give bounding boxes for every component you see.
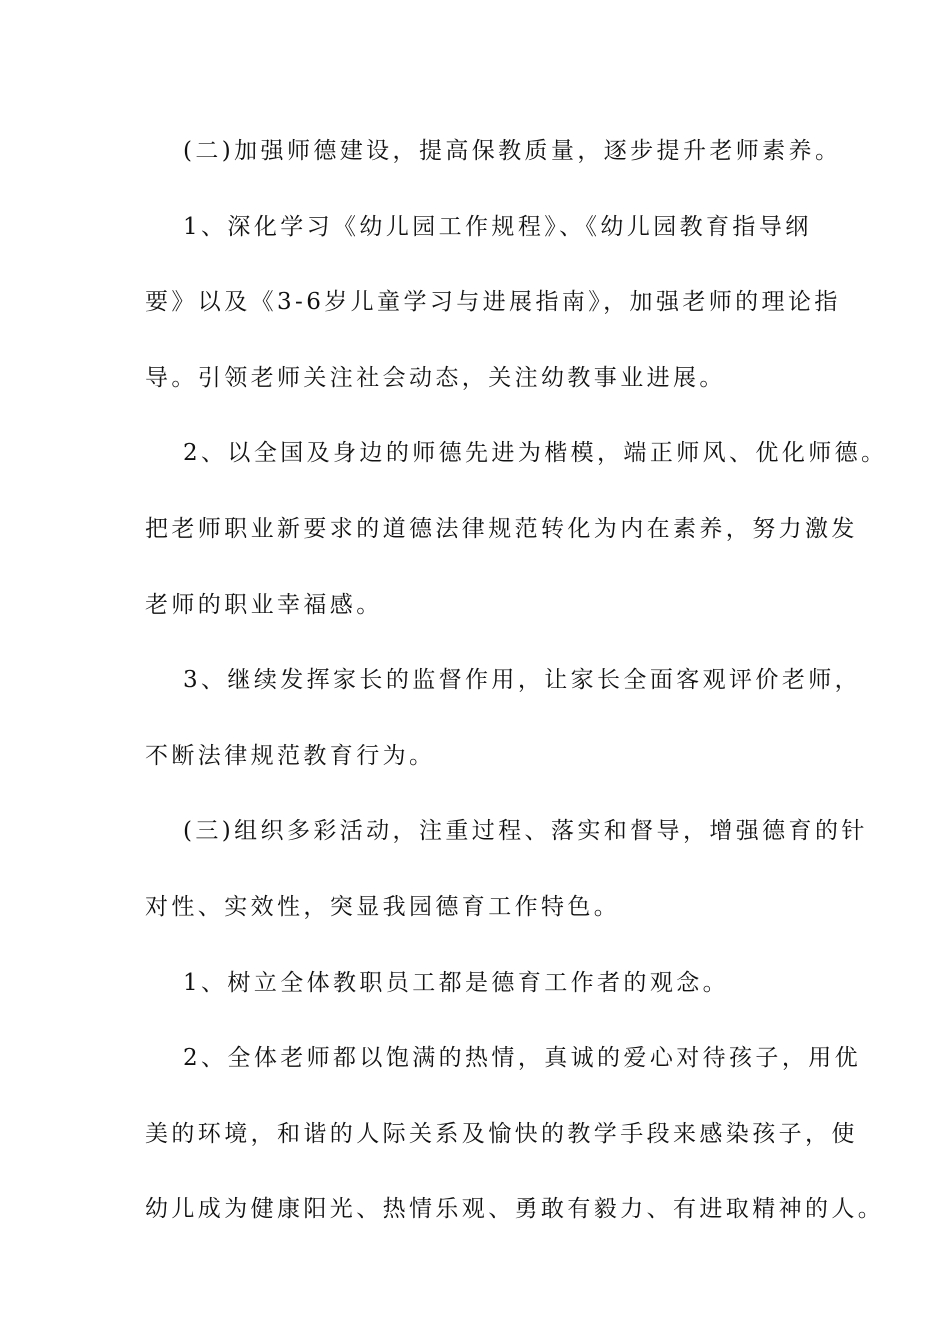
text-line: 幼儿成为健康阳光、热情乐观、勇敢有毅力、有进取精神的人。	[145, 1196, 885, 1223]
text-line: 1、深化学习《幼儿园工作规程》、《幼儿园教育指导纲	[183, 213, 812, 240]
text-line: 老师的职业幸福感。	[145, 591, 383, 618]
text-line: 把老师职业新要求的道德法律规范转化为内在素养，努力激发	[145, 515, 858, 542]
text-line: (三)组织多彩活动，注重过程、落实和督导，增强德育的针	[183, 818, 868, 845]
text-line: 2、全体老师都以饱满的热情，真诚的爱心对待孩子，用优	[183, 1045, 862, 1072]
text-line: (二)加强师德建设，提高保教质量，逐步提升老师素养。	[183, 138, 842, 164]
text-line: 1、树立全体教职员工都是德育工作者的观念。	[183, 969, 730, 996]
text-line: 2、以全国及身边的师德先进为楷模，端正师风、优化师德。	[183, 440, 888, 467]
text-line: 美的环境，和谐的人际关系及愉快的教学手段来感染孩子，使	[145, 1120, 858, 1147]
text-line: 对性、实效性，突显我园德育工作特色。	[145, 893, 621, 920]
text-line: 导。引领老师关注社会动态，关注幼教事业进展。	[145, 364, 726, 391]
text-line: 不断法律规范教育行为。	[145, 742, 436, 769]
text-line: 要》以及《3-6岁儿童学习与进展指南》，加强老师的理论指	[145, 289, 841, 316]
text-line: 3、继续发挥家长的监督作用，让家长全面客观评价老师，	[183, 667, 862, 694]
body-text	[145, 127, 888, 1261]
